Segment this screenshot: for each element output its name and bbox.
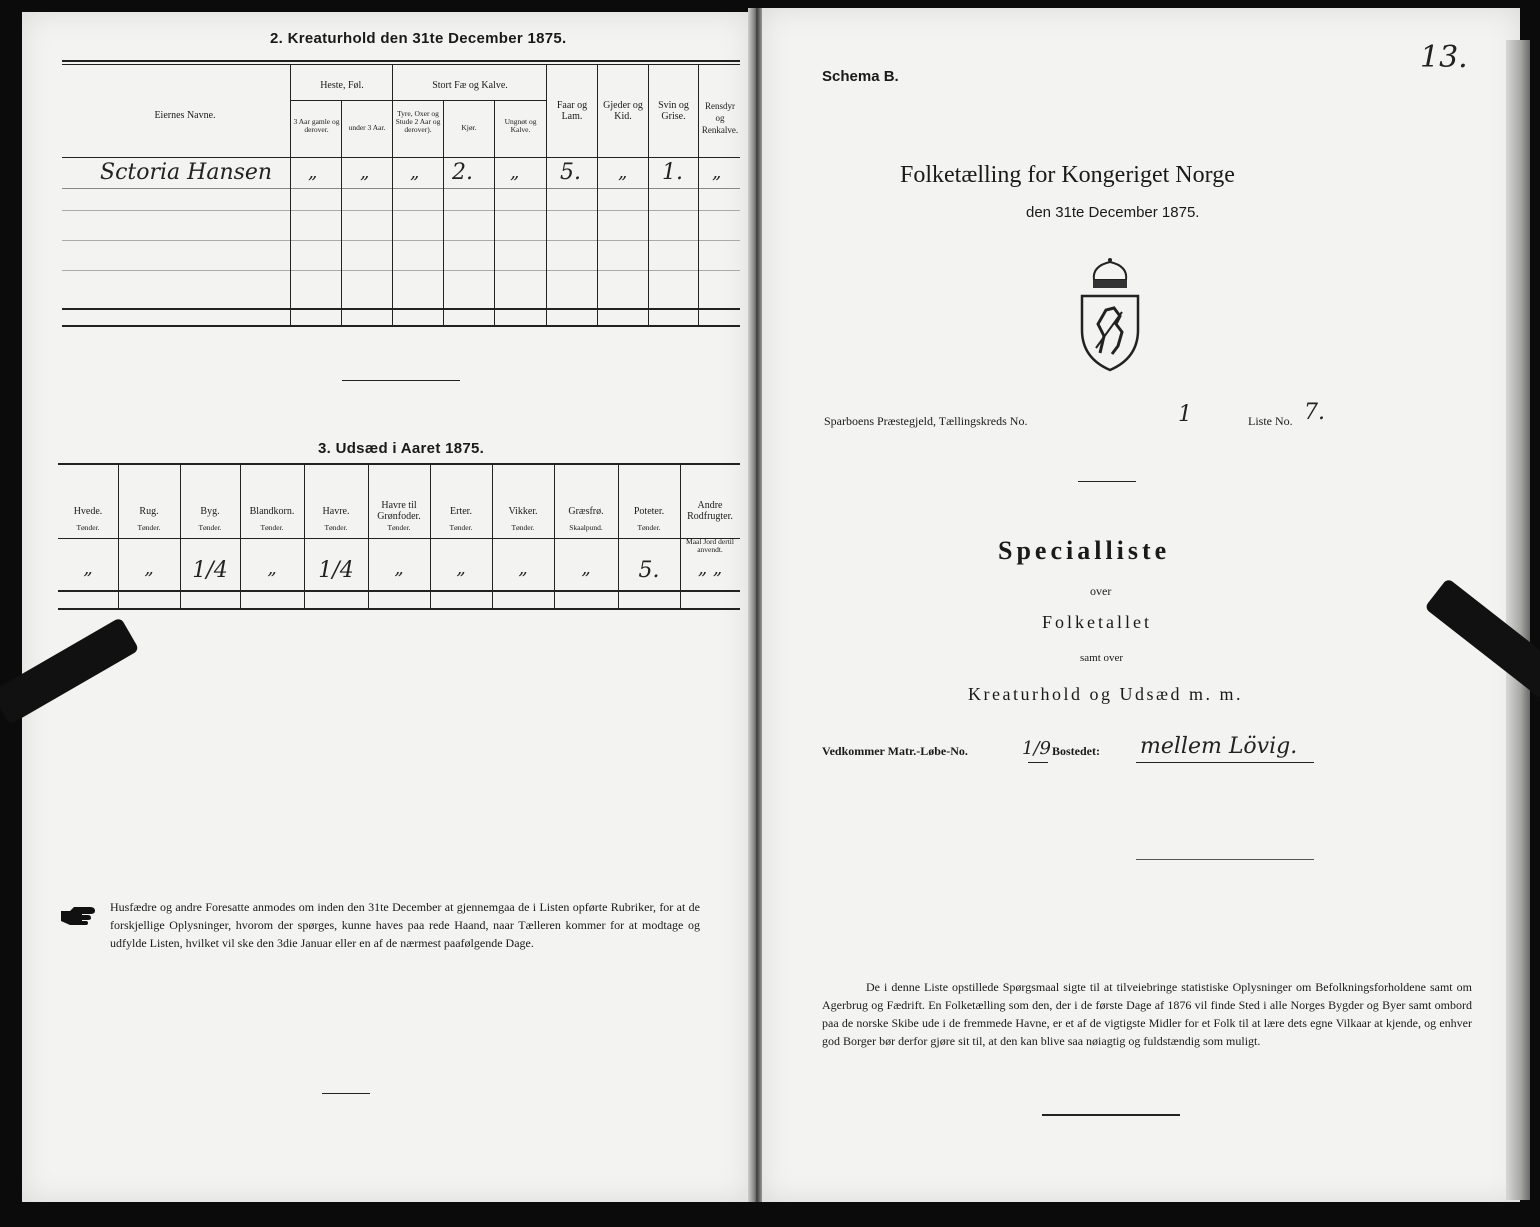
udsaed-col-header: Græsfrø. (568, 506, 604, 517)
owner-name: Sctoria Hansen (100, 160, 273, 185)
col-line (430, 465, 431, 610)
col-header-svin: Svin og Grise. (658, 100, 689, 122)
cell-rensdyr: „ (712, 162, 722, 183)
udsaed-col-header: Poteter. (633, 506, 665, 517)
folketallet-label: Folketallet (1042, 612, 1152, 632)
bosted-rule-2 (1136, 859, 1314, 860)
col-line (118, 465, 119, 610)
row-line (62, 270, 740, 271)
col-line (443, 100, 444, 325)
divider (1078, 481, 1136, 482)
udsaed-col-header: Vikker. (508, 506, 538, 517)
udsaed-cell: „ (518, 558, 528, 579)
liste-label: Liste No. (1248, 414, 1293, 428)
bosted-value: mellem Lövig. (1140, 734, 1298, 759)
table-header-rule (62, 157, 740, 158)
udsaed-cell: „ „ (697, 558, 723, 579)
udsaed-col-header: Hvede. (73, 506, 103, 517)
udsaed-cell: „ (83, 558, 93, 579)
table-bottom-rule-2 (62, 325, 740, 327)
col-line (618, 465, 619, 610)
col-header-tyre: Tyre, Oxer og Stude 2 Aar og derover). (395, 109, 441, 134)
table-bottom-rule (62, 308, 740, 310)
udsaed-col-unit: Tønder. (637, 523, 661, 532)
over-label: over (1090, 584, 1112, 598)
cell-kjor: 2. (452, 160, 473, 185)
kreaturhold-subtitle: Kreaturhold og Udsæd m. m. (968, 684, 1243, 704)
col-group-heste: Heste, Føl. (320, 80, 364, 91)
udsaed-col-unit: Tønder. (324, 523, 348, 532)
row-line (62, 188, 740, 189)
table2-top-rule (58, 463, 740, 465)
udsaed-cell: 5. (638, 558, 660, 583)
col-header-gjeder: Gjeder og Kid. (603, 100, 643, 122)
udsaed-col-header: Andre Rodfrugter. (687, 500, 733, 522)
section-divider (342, 380, 460, 381)
col-line (368, 465, 369, 610)
col-header-faar: Faar og Lam. (556, 100, 588, 122)
kreaturhold-title: 2. Kreaturhold den 31te December 1875. (270, 30, 567, 47)
census-date: den 31te December 1875. (1026, 204, 1200, 221)
col-header-heste-3aar: 3 Aar gamle og derover. (293, 117, 340, 134)
udsaed-col-header: Byg. (200, 506, 220, 517)
col-line (180, 465, 181, 610)
udsaed-col-unit: Maal Jord dertil anvendt. (686, 537, 734, 554)
cell-ungnot: „ (510, 162, 520, 183)
cell-heste-3aar: „ (308, 162, 318, 183)
udsaed-col-unit: Tønder. (449, 523, 473, 532)
col-line (304, 465, 305, 610)
cell-gjeder: „ (618, 162, 628, 183)
udsaed-cell: „ (144, 558, 154, 579)
udsaed-cell: „ (267, 558, 277, 579)
udsaed-title: 3. Udsæd i Aaret 1875. (318, 440, 485, 457)
udsaed-col-unit: Tønder. (260, 523, 284, 532)
udsaed-col-header: Erter. (450, 506, 472, 517)
col-group-stort: Stort Fæ og Kalve. (432, 80, 508, 91)
pointing-hand-icon (60, 903, 98, 927)
cell-svin: 1. (662, 160, 683, 185)
stort-group-rule (392, 100, 546, 101)
cell-faar: 5. (560, 160, 581, 185)
cell-heste-under: „ (360, 162, 370, 183)
census-title: Folketælling for Kongeriget Norge (900, 162, 1235, 188)
col-line (554, 465, 555, 610)
udsaed-col-unit: Skaalpund. (569, 523, 603, 532)
udsaed-cell: „ (581, 558, 591, 579)
col-line (341, 100, 342, 325)
udsaed-col-header: Havre til Grønfoder. (377, 500, 421, 522)
info-paragraph: De i denne Liste opstillede Spørgsmaal sigte til at tilveiebringe statistiske Oplysninger om Befolkningsforholdene samt om Agerbrug og Fædrift. En Folketælling som den, der i de første Dage af 1876 vil finde Sted i alle Norges Bygder og Byer samt ombord paa de norske Skibe ude i de fremmede Havne, er et af de vigtigste Midler for et Folk til at lære dets egne Vilkaar at kjende, og enhver god Borger bør derfor gjøre sit til, at den kan blive saa nøiagtig og fuldstændig som muligt. (822, 980, 1472, 1048)
udsaed-col-header: Blandkorn. (249, 506, 295, 517)
table2-header-rule (58, 538, 740, 539)
col-header-ungnot: Ungnøt og Kalve. (504, 117, 537, 134)
udsaed-col-unit: Tønder. (511, 523, 535, 532)
udsaed-cell: „ (456, 558, 466, 579)
col-line (240, 465, 241, 610)
row-line (62, 240, 740, 241)
instruction-note: Husfædre og andre Foresatte anmodes om inden den 31te December at gjennemgaa de i Listen opførte Rubriker, for at de forskjellige Oplysninger, hvorom der spørges, kunne haves paa rede Haand, naar Tælleren kommer for at modtage og udfylde Listen, hvilket vil ske den 3die Januar eller en af de nærmest paafølgende Dage. (110, 900, 700, 950)
col-line (698, 64, 699, 325)
col-line (290, 64, 291, 325)
col-line (546, 64, 547, 325)
udsaed-col-unit: Tønder. (198, 523, 222, 532)
krets-number: 1 (1178, 402, 1192, 427)
col-header-rensdyr: Rensdyr og Renkalve. (701, 101, 739, 135)
udsaed-col-unit: Tønder. (387, 523, 411, 532)
bosted-rule (1136, 762, 1314, 763)
page-number: 13. (1420, 40, 1468, 75)
udsaed-cell: 1/4 (192, 558, 228, 583)
matr-rule (1028, 762, 1048, 763)
liste-number: 7. (1304, 400, 1325, 425)
table-top-rule (62, 60, 740, 62)
udsaed-cell: „ (394, 558, 404, 579)
udsaed-col-unit: Tønder. (76, 523, 100, 532)
udsaed-col-header: Havre. (322, 506, 350, 517)
norwegian-coat-of-arms-icon (1078, 258, 1142, 374)
udsaed-col-header: Rug. (139, 506, 159, 517)
left-page (22, 12, 750, 1202)
parish-label: Sparboens Præstegjeld, Tællingskreds No. (824, 414, 1028, 428)
udsaed-col-unit: Tønder. (137, 523, 161, 532)
samt-over-label: samt over (1080, 652, 1124, 664)
short-rule (322, 1093, 370, 1094)
table-top-rule-2 (62, 64, 740, 65)
col-header-owner: Eiernes Navne. (154, 110, 216, 121)
matr-label: Vedkommer Matr.-Løbe-No. (822, 744, 968, 758)
matr-number: 1/9 (1022, 738, 1051, 759)
bottom-rule (1042, 1114, 1180, 1116)
specialliste-title: Specialliste (998, 536, 1171, 565)
schema-label: Schema B. (822, 68, 899, 85)
cell-tyre: „ (410, 162, 420, 183)
col-line (492, 465, 493, 610)
table2-bottom-rule (58, 590, 740, 592)
bosted-label: Bostedet: (1052, 744, 1100, 758)
col-line (392, 64, 393, 325)
udsaed-cell: 1/4 (318, 558, 354, 583)
row-line (62, 210, 740, 211)
col-header-heste-under: under 3 Aar. (348, 123, 386, 132)
table2-bottom-rule-2 (58, 608, 740, 610)
page-edge (1506, 40, 1530, 1200)
col-header-kjor: Kjør. (461, 123, 477, 132)
